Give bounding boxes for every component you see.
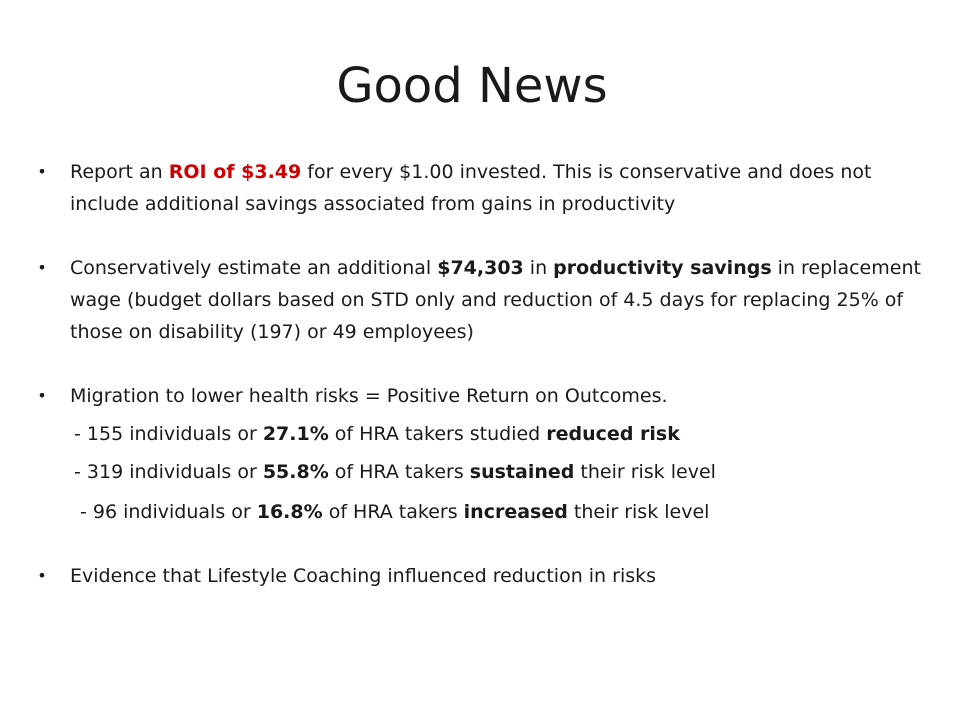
sub-text: - 319 individuals or: [74, 461, 263, 483]
bullet-migration: [36, 380, 936, 412]
bullet-dot: •: [37, 566, 47, 585]
bullet-text: Conservatively estimate an additional: [70, 257, 438, 279]
productivity-savings-label: productivity savings: [553, 257, 772, 279]
sub-text: - 155 individuals or: [74, 423, 263, 445]
bullet-text: Evidence that Lifestyle Coaching influenced reduction in risks: [70, 565, 657, 587]
sub-item-sustained: [36, 456, 936, 488]
sub-text: of HRA takers studied: [328, 423, 547, 445]
percent-value: 27.1%: [262, 423, 329, 445]
roi-highlight: ROI of $3.49: [168, 161, 302, 183]
risk-status: reduced risk: [546, 423, 680, 445]
sub-text: their risk level: [567, 501, 710, 523]
bullet-text: Report an: [70, 161, 169, 183]
sub-item-reduced: [36, 418, 936, 450]
risk-status: sustained: [469, 461, 575, 483]
savings-amount: $74,303: [437, 257, 524, 279]
bullet-dot: •: [37, 386, 47, 405]
sub-text: of HRA takers: [322, 501, 464, 523]
bullet-text: for every $1.00 invested. This is conservative and does not include additional savings associated from gains in productivity: [70, 161, 872, 215]
bullet-text: in replacement wage (budget dollars based on STD only and reduction of 4.5 days for replacing 25% of those on disability (197) or 49 employees): [70, 257, 921, 343]
bullet-coaching: [36, 560, 936, 592]
bullet-text: in: [523, 257, 554, 279]
sub-text: of HRA takers: [328, 461, 470, 483]
slide-title: Good News: [336, 58, 608, 114]
percent-value: 55.8%: [262, 461, 329, 483]
sub-text: - 96 individuals or: [80, 501, 257, 523]
bullet-dot: •: [37, 162, 47, 181]
bullet-roi: [36, 156, 936, 220]
sub-item-increased: [36, 496, 936, 528]
sub-text: their risk level: [574, 461, 716, 483]
bullet-dot: •: [37, 258, 47, 277]
risk-status: increased: [463, 501, 568, 523]
percent-value: 16.8%: [256, 501, 323, 523]
bullet-text: Migration to lower health risks = Positive Return on Outcomes.: [70, 385, 668, 407]
slide-body: [36, 156, 936, 592]
bullet-productivity: [36, 252, 936, 348]
